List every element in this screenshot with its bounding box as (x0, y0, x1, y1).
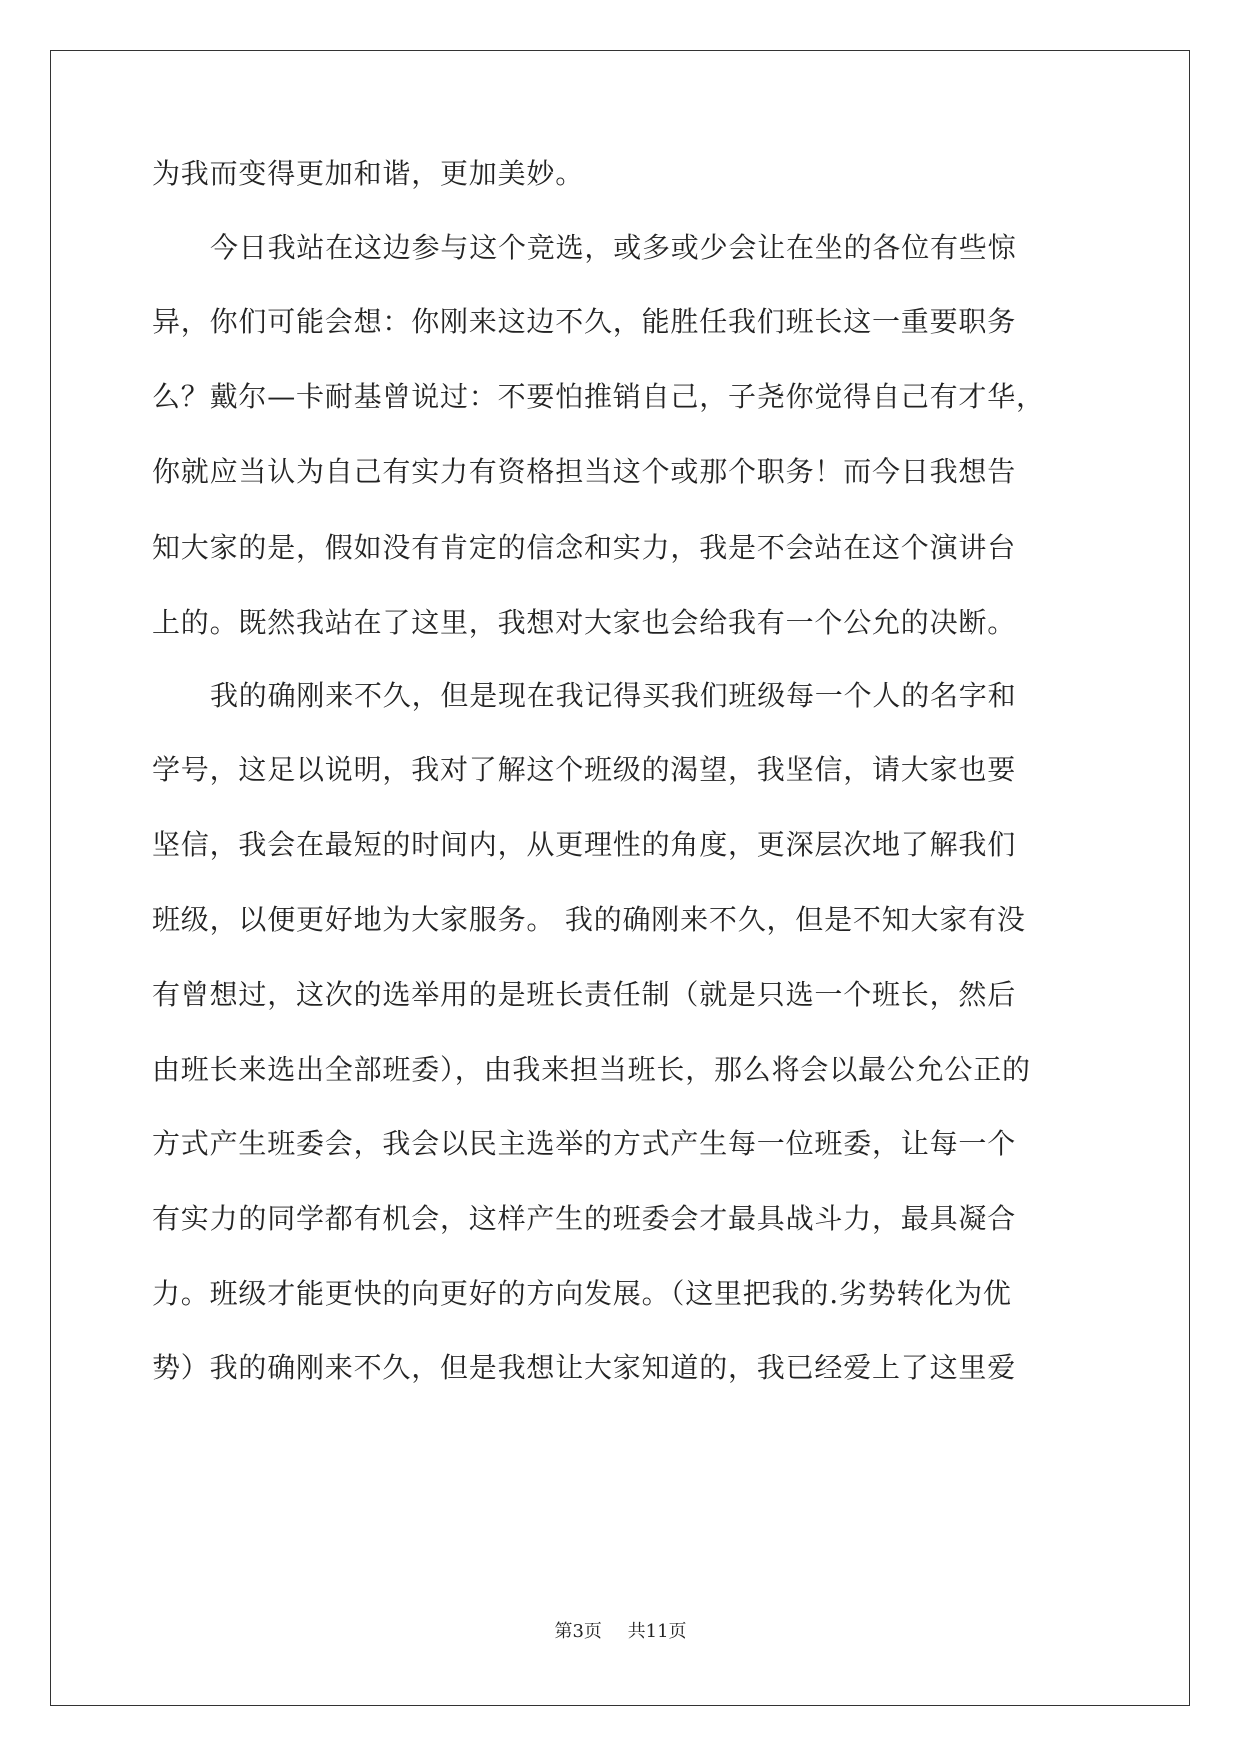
text-line: 班级，以便更好地为大家服务。 我的确刚来不久，但是不知大家有没 (152, 903, 1026, 936)
text-line: 知大家的是，假如没有肯定的信念和实力，我是不会站在这个演讲台 (152, 531, 1017, 564)
text-line: 上的。既然我站在了这里，我想对大家也会给我有一个公允的决断。 (152, 606, 1017, 639)
paragraph-start-line: 今日我站在这边参与这个竞选，或多或少会让在坐的各位有些惊 (210, 231, 1017, 264)
page-border (50, 50, 1190, 1706)
text-line: 有曾想过，这次的选举用的是班长责任制（就是只选一个班长，然后 (152, 978, 1017, 1011)
text-line: 由班长来选出全部班委），由我来担当班长，那么将会以最公允公正的 (152, 1053, 1031, 1086)
text-line: 势）我的确刚来不久，但是我想让大家知道的，我已经爱上了这里爱 (152, 1351, 1017, 1384)
text-line: 么？戴尔—卡耐基曾说过：不要怕推销自己，子尧你觉得自己有才华， (152, 380, 1045, 413)
text-line: 为我而变得更加和谐，更加美妙。 (152, 157, 585, 190)
text-line: 异，你们可能会想：你刚来这边不久，能胜任我们班长这一重要职务 (152, 305, 1017, 338)
text-line: 你就应当认为自己有实力有资格担当这个或那个职务！而今日我想告 (152, 455, 1017, 488)
text-line: 有实力的同学都有机会，这样产生的班委会才最具战斗力，最具凝合 (152, 1202, 1017, 1235)
text-line: 学号，这足以说明，我对了解这个班级的渴望，我坚信，请大家也要 (152, 753, 1017, 786)
text-line: 力。班级才能更快的向更好的方向发展。（这里把我的.劣势转化为优 (152, 1277, 1012, 1310)
total-pages: 共11页 (627, 1621, 687, 1642)
page-number: 第3页 (554, 1621, 602, 1642)
text-line: 方式产生班委会，我会以民主选举的方式产生每一位班委，让每一个 (152, 1127, 1017, 1160)
text-line: 坚信，我会在最短的时间内，从更理性的角度，更深层次地了解我们 (152, 828, 1017, 861)
paragraph-start-line: 我的确刚来不久，但是现在我记得买我们班级每一个人的名字和 (210, 679, 1017, 712)
page-footer (0, 1620, 1241, 1644)
